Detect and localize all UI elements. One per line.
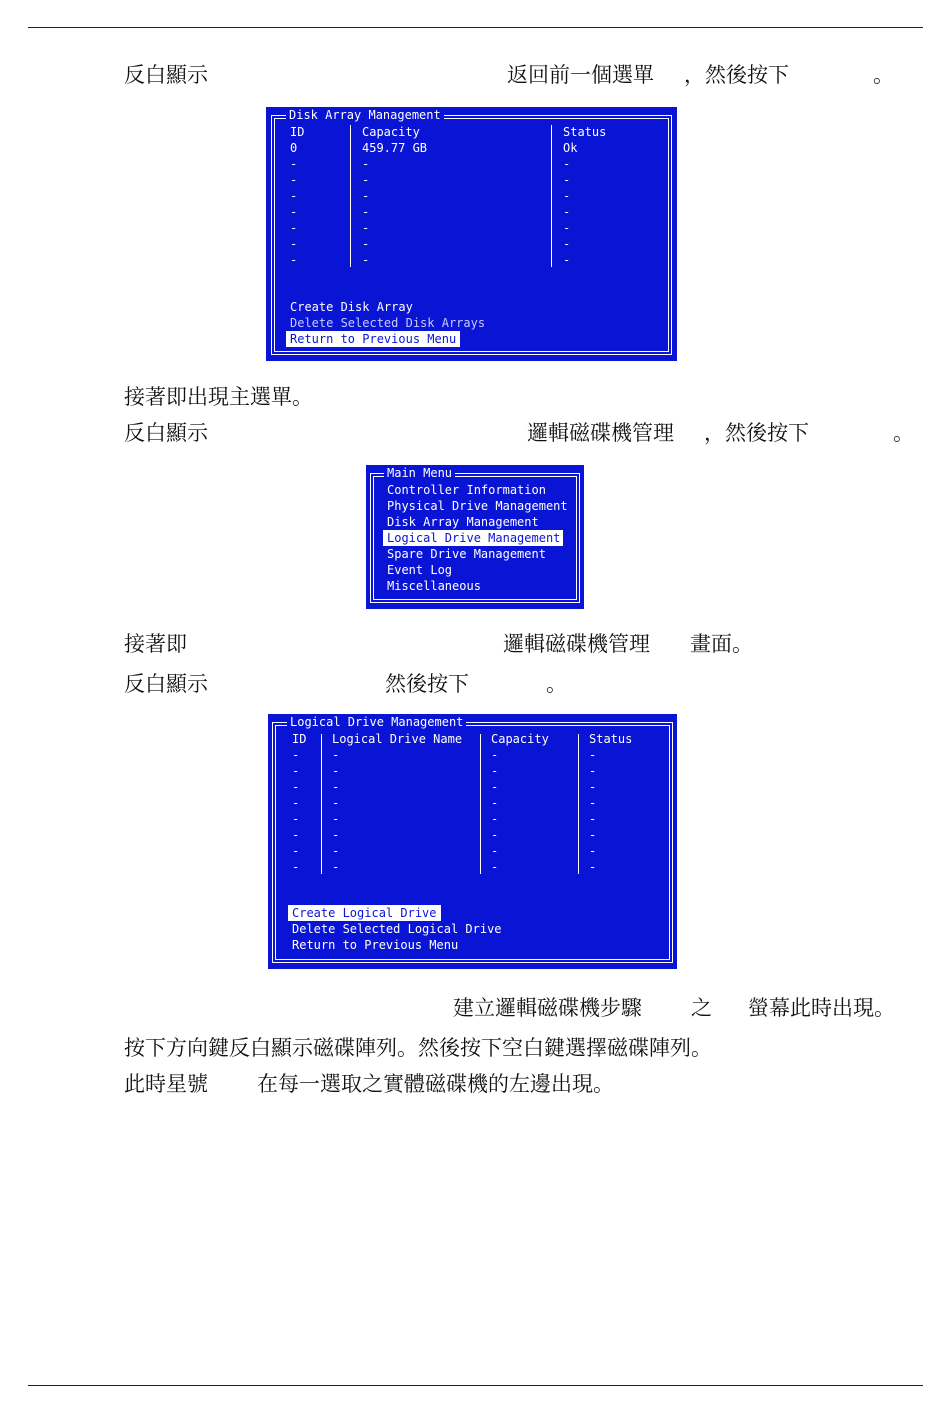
disk-array-cell: - — [290, 253, 298, 267]
logical-drive-cell: - — [491, 796, 499, 810]
disk-array-cell: - — [362, 237, 370, 251]
disk-array-col-divider — [350, 125, 351, 267]
text-line-6-of: 之 — [691, 996, 712, 1020]
disk-array-cell: - — [290, 189, 298, 203]
logical-drive-cell: - — [292, 812, 300, 826]
disk-array-cell: - — [362, 189, 370, 203]
main-menu-screen — [366, 465, 584, 609]
text-line-1-end: 。 — [873, 63, 894, 87]
logical-drive-cell: - — [589, 844, 597, 858]
disk-array-cell: - — [563, 173, 571, 187]
disk-array-header-id: ID — [290, 125, 305, 139]
disk-array-col-divider — [551, 125, 552, 267]
logical-drive-cell: - — [589, 812, 597, 826]
logical-drive-cell: - — [292, 780, 300, 794]
disk-array-title: Disk Array Management — [286, 108, 444, 122]
text-line-1-start: 反白顯示 — [124, 63, 208, 87]
text-line-4-end: 畫面。 — [690, 632, 753, 656]
menu-item-miscellaneous[interactable]: Miscellaneous — [387, 579, 481, 593]
top-rule — [28, 27, 923, 28]
text-line-4-start: 接著即 — [124, 632, 187, 656]
disk-array-cell: - — [563, 253, 571, 267]
text-line-4-term: 邏輯磁碟機管理 — [503, 632, 650, 656]
disk-array-cell: - — [563, 157, 571, 171]
main-menu-title: Main Menu — [384, 466, 455, 480]
disk-array-header-status: Status — [563, 125, 607, 139]
menu-item-physical-drive-management[interactable]: Physical Drive Management — [387, 499, 568, 513]
text-line-5-start: 反白顯示 — [124, 672, 208, 696]
logical-drive-cell: - — [589, 748, 597, 762]
menu-item-spare-drive-management[interactable]: Spare Drive Management — [387, 547, 546, 561]
disk-array-screen — [266, 107, 677, 361]
logical-drive-cell: - — [491, 748, 499, 762]
delete-logical-drive-item[interactable]: Delete Selected Logical Drive — [292, 922, 502, 936]
logical-drive-header-id: ID — [292, 732, 307, 746]
logical-drive-cell: - — [491, 764, 499, 778]
logical-drive-header-status: Status — [589, 732, 633, 746]
logical-drive-cell: - — [292, 860, 300, 874]
bottom-rule — [28, 1385, 923, 1386]
disk-array-cell: - — [290, 205, 298, 219]
disk-array-cell: - — [362, 253, 370, 267]
disk-array-header-capacity: Capacity — [362, 125, 420, 139]
menu-item-controller-information[interactable]: Controller Information — [387, 483, 546, 497]
disk-array-cell: 459.77 GB — [362, 141, 428, 155]
text-line-2: 接著即出現主選單。 — [124, 385, 313, 409]
menu-item-disk-array-management[interactable]: Disk Array Management — [387, 515, 539, 529]
logical-drive-cell: - — [491, 780, 499, 794]
logical-drive-cell: - — [292, 748, 300, 762]
text-line-5-end: 。 — [546, 672, 567, 696]
logical-drive-cell: - — [589, 780, 597, 794]
disk-array-cell: - — [563, 189, 571, 203]
logical-drive-cell: - — [491, 844, 499, 858]
logical-drive-cell: - — [332, 812, 340, 826]
disk-array-cell: Ok — [563, 141, 578, 155]
logical-drive-cell: - — [292, 764, 300, 778]
disk-array-cell: - — [563, 221, 571, 235]
text-line-3-term: 邏輯磁碟機管理 — [527, 421, 674, 445]
logical-drive-cell: - — [292, 844, 300, 858]
text-line-3-end: 。 — [893, 421, 914, 445]
delete-disk-arrays-item[interactable]: Delete Selected Disk Arrays — [290, 316, 486, 330]
logical-drive-cell: - — [589, 828, 597, 842]
logical-drive-cell: - — [491, 828, 499, 842]
disk-array-cell: - — [362, 157, 370, 171]
disk-array-cell: 0 — [290, 141, 298, 155]
disk-array-cell: - — [290, 173, 298, 187]
logical-drive-cell: - — [332, 828, 340, 842]
logical-drive-cell: - — [292, 796, 300, 810]
disk-array-cell: - — [290, 157, 298, 171]
return-previous-menu-item[interactable]: Return to Previous Menu — [292, 938, 459, 952]
logical-drive-cell: - — [332, 748, 340, 762]
logical-drive-cell: - — [332, 780, 340, 794]
logical-drive-cell: - — [589, 764, 597, 778]
logical-drive-cell: - — [332, 844, 340, 858]
text-line-3-then: ，然後按下 — [704, 421, 809, 445]
logical-drive-header-name: Logical Drive Name — [332, 732, 463, 746]
logical-drive-cell: - — [292, 828, 300, 842]
logical-drive-screen — [268, 714, 677, 969]
text-line-7: 按下方向鍵反白顯示磁碟陣列。然後按下空白鍵選擇磁碟陣列。 — [124, 1036, 712, 1060]
disk-array-cell: - — [563, 237, 571, 251]
text-line-6-end: 螢幕此時出現。 — [748, 996, 895, 1020]
text-line-3-start: 反白顯示 — [124, 421, 208, 445]
menu-item-event-log[interactable]: Event Log — [387, 563, 453, 577]
logical-drive-cell: - — [589, 860, 597, 874]
return-previous-menu-item[interactable]: Return to Previous Menu — [286, 331, 460, 347]
create-disk-array-item[interactable]: Create Disk Array — [290, 300, 413, 314]
logical-drive-cell: - — [491, 812, 499, 826]
logical-drive-cell: - — [332, 860, 340, 874]
text-line-6-term: 建立邏輯磁碟機步驟 — [453, 996, 642, 1020]
logical-drive-header-capacity: Capacity — [491, 732, 549, 746]
logical-drive-col-divider — [578, 734, 579, 874]
logical-drive-col-divider — [321, 734, 322, 874]
text-line-1-term: 返回前一個選單 — [507, 63, 654, 87]
disk-array-cell: - — [563, 205, 571, 219]
text-line-8-start: 此時星號 — [124, 1072, 208, 1096]
disk-array-cell: - — [290, 237, 298, 251]
disk-array-cell: - — [290, 221, 298, 235]
text-line-5-then: 然後按下 — [385, 672, 469, 696]
create-logical-drive-item[interactable]: Create Logical Drive — [288, 905, 441, 921]
logical-drive-title: Logical Drive Management — [287, 715, 466, 729]
logical-drive-col-divider — [480, 734, 481, 874]
text-line-1-then: ，然後按下 — [684, 63, 789, 87]
disk-array-cell: - — [362, 173, 370, 187]
logical-drive-cell: - — [589, 796, 597, 810]
disk-array-cell: - — [362, 205, 370, 219]
logical-drive-cell: - — [332, 764, 340, 778]
disk-array-cell: - — [362, 221, 370, 235]
logical-drive-cell: - — [491, 860, 499, 874]
logical-drive-cell: - — [332, 796, 340, 810]
menu-item-logical-drive-management[interactable]: Logical Drive Management — [383, 530, 563, 546]
text-line-8-end: 在每一選取之實體磁碟機的左邊出現。 — [257, 1072, 614, 1096]
